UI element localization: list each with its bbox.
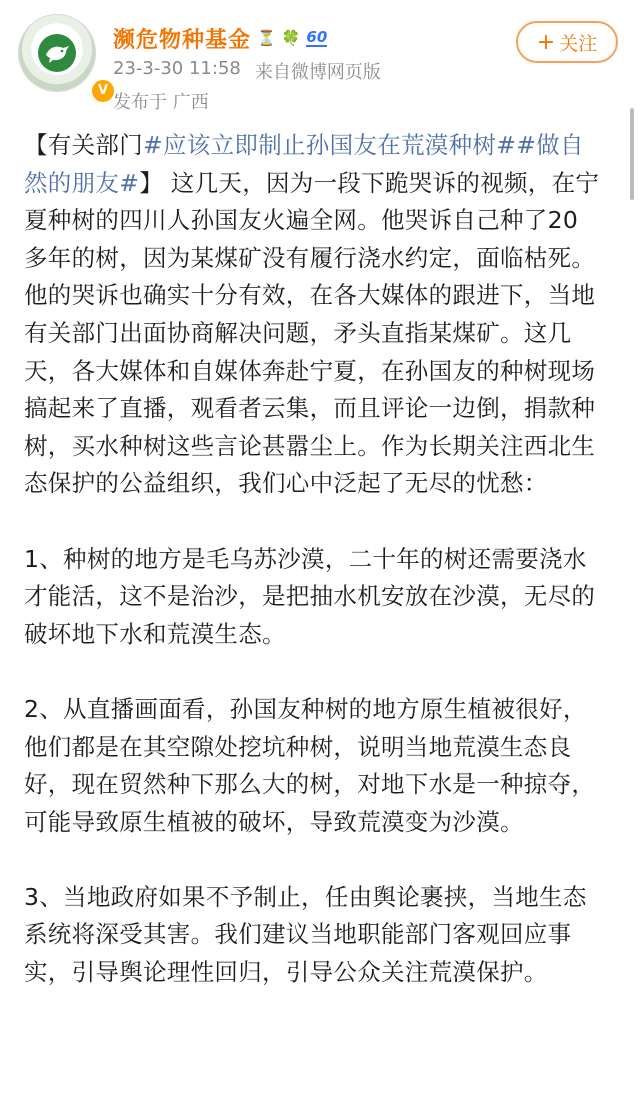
follow-label: 关注	[559, 32, 598, 55]
intro-bracket-open: 【有关部门	[24, 131, 143, 159]
post-body	[24, 127, 600, 992]
post-paragraph-point-2: 2、从直播画面看，孙国友种树的地方原生植被很好，他们都是在其空隙处挖坑种树，说明当地荒漠生态良好，现在贸然种下那么大的树，对地下水是一种掠夺，可能导致原生植被的破坏，导致荒漠变为沙漠。	[24, 694, 596, 836]
clover-icon[interactable]: 🍀	[281, 29, 301, 47]
hourglass-icon[interactable]: ⏳	[257, 29, 276, 47]
bird-logo-icon	[38, 34, 76, 72]
post-location	[113, 88, 209, 114]
avatar[interactable]	[18, 14, 109, 98]
post-header	[0, 0, 640, 118]
post-paragraph-intro	[24, 127, 600, 503]
account-name[interactable]: 濒危物种基金	[113, 27, 252, 53]
post-source: 来自微博网页版	[254, 62, 381, 83]
level-badge[interactable]: 60	[306, 28, 328, 46]
plus-icon: +	[536, 29, 556, 55]
hashtag-link[interactable]: #应该立即制止孙国友在荒漠种树#	[143, 131, 517, 159]
post-paragraph-point-1: 1、种树的地方是毛乌苏沙漠，二十年的树还需要浇水才能活，这不是治沙，是把抽水机安放在沙漠，无尽的破坏地下水和荒漠生态。	[24, 544, 596, 648]
account-name-row	[113, 22, 327, 54]
intro-bracket-close: 】	[139, 168, 164, 197]
hashtag-link[interactable]: #做自然的朋友#	[24, 131, 584, 197]
verified-icon: V	[90, 78, 116, 104]
post-paragraph-point-3: 3、当地政府如果不予制止，任由舆论裹挟，当地生态系统将深受其害。我们建议当地职能部门客观回应事实，引导舆论理性回归，引导公众关注荒漠保护。	[24, 882, 587, 987]
paragraph-text: 这几天，因为一段下跪哭诉的视频，在宁夏种树的四川人孙国友火遍全网。他哭诉自己种了20多年的树，因为某煤矿没有履行浇水约定，面临枯死。他的哭诉也确实十分有效，在各大媒体的跟进下，当地有关部门出面协商解决问题，矛头直指某煤矿。这几天，各大媒体和自媒体奔赴宁夏，在孙国友的种树现场搞起来了直播，观看者云集，而且评论一边倒，捐款种树，买水种树这些言论甚嚣尘上。作为长期关注西北生态保护的公益组织，我们心中泛起了无尽的忧愁：	[24, 168, 600, 498]
follow-button[interactable]	[516, 21, 618, 63]
scrollbar[interactable]	[630, 108, 634, 200]
post-meta	[113, 58, 381, 84]
location-text: 发布于 广西	[113, 92, 209, 113]
post-timestamp: 23-3-30 11:58	[113, 58, 241, 79]
